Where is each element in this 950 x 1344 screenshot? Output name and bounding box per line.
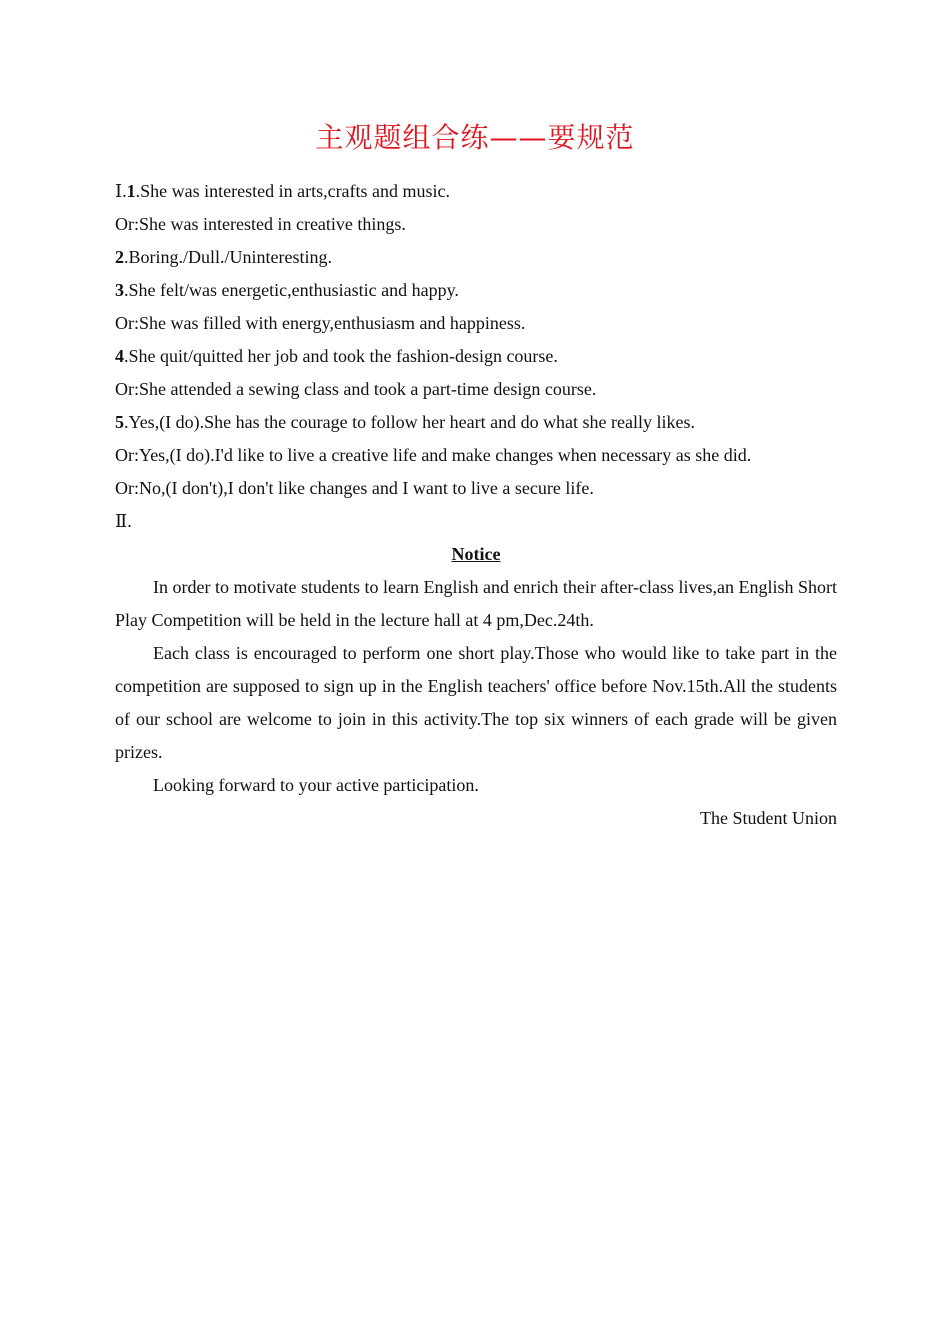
page-title: 主观题组合练——要规范 xyxy=(315,121,635,154)
document-body xyxy=(115,175,837,835)
answer-5-alt-1: Or:Yes,(I do).I'd like to live a creative life and make changes when necessary as she did. xyxy=(115,445,752,465)
answer-text: .She felt/was energetic,enthusiastic and happy. xyxy=(124,280,459,300)
answer-number: 4 xyxy=(115,346,124,366)
answer-1-alt: Or:She was interested in creative things. xyxy=(115,214,406,234)
notice-heading: Notice xyxy=(451,544,501,564)
notice-paragraph-1: In order to motivate students to learn English and enrich their after-class lives,an English Short Play Competition will be held in the lecture hall at 4 pm,Dec.24th. xyxy=(115,577,837,630)
answer-1 xyxy=(115,175,837,208)
answer-text: .She was interested in arts,crafts and music. xyxy=(135,181,451,201)
answer-number: 3 xyxy=(115,280,124,300)
answer-5-alt-2: Or:No,(I don't),I don't like changes and I want to live a secure life. xyxy=(115,478,594,498)
answer-3-alt: Or:She was filled with energy,enthusiasm and happiness. xyxy=(115,313,526,333)
answer-4-alt: Or:She attended a sewing class and took a part-time design course. xyxy=(115,379,597,399)
answer-5 xyxy=(115,406,837,439)
notice-paragraph-2: Each class is encouraged to perform one short play.Those who would like to take part in the competition are supposed to sign up in the English teachers' office before Nov.15th.All the students of our school are welcome to join in this activity.The top six winners of each grade will be given prizes. xyxy=(115,643,837,762)
notice-paragraph-3: Looking forward to your active participation. xyxy=(153,775,479,795)
section-1-marker: Ⅰ. xyxy=(115,181,127,201)
answer-4 xyxy=(115,340,837,373)
section-2-marker: Ⅱ. xyxy=(115,511,132,531)
notice-signature: The Student Union xyxy=(700,808,837,828)
answer-number: 5 xyxy=(115,412,124,432)
answer-2 xyxy=(115,241,837,274)
answer-number: 2 xyxy=(115,247,124,267)
answer-text: .She quit/quitted her job and took the fashion-design course. xyxy=(124,346,558,366)
answer-number: 1 xyxy=(126,181,136,201)
answer-text: .Boring./Dull./Uninteresting. xyxy=(124,247,332,267)
answer-3 xyxy=(115,274,837,307)
answer-text: .Yes,(I do).She has the courage to follow her heart and do what she really likes. xyxy=(124,412,696,432)
